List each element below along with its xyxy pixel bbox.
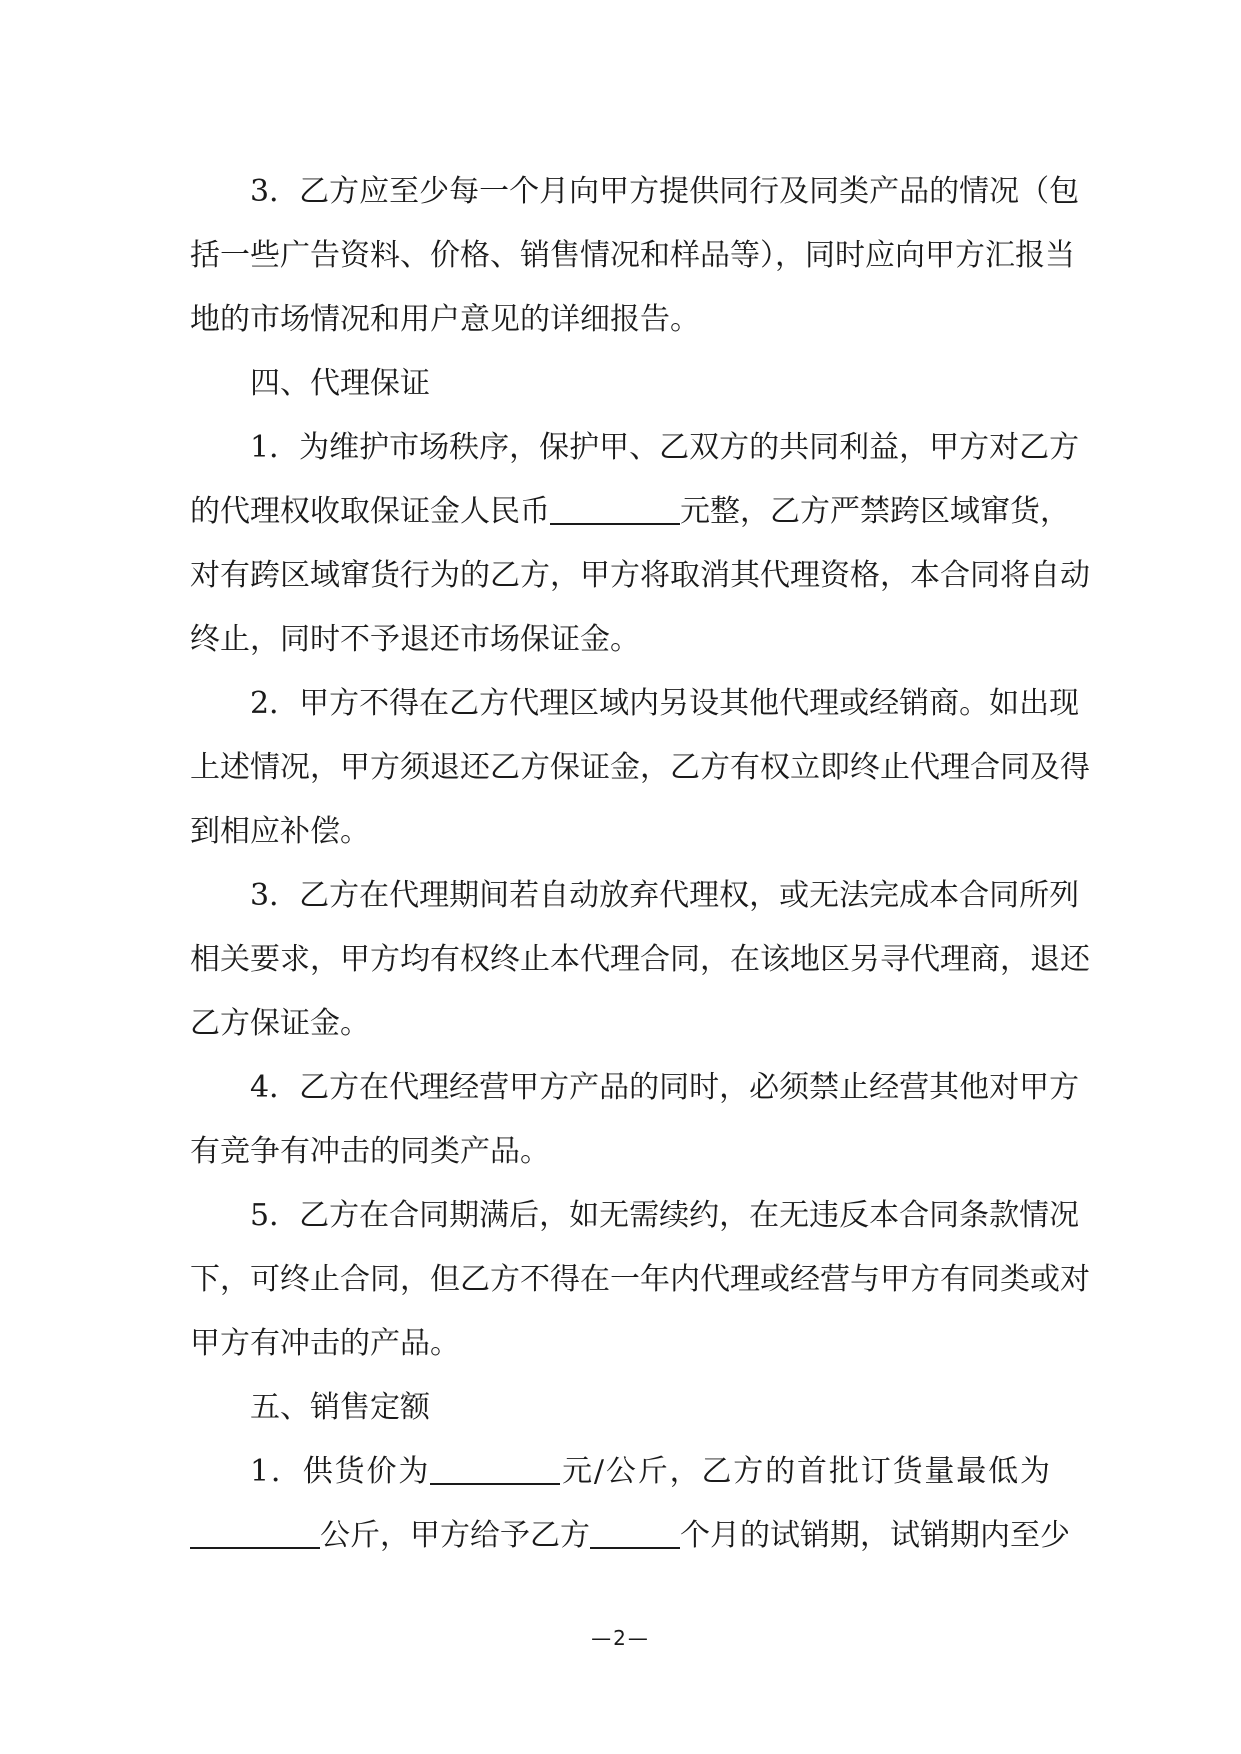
text-line [190,1440,1050,1504]
text-line: 3．乙方应至少每一个月向甲方提供同行及同类产品的情况（包 [250,174,1080,209]
document-body [190,160,1090,1568]
text-line: 2．甲方不得在乙方代理区域内另设其他代理或经销商。如出现 [250,686,1080,721]
text-line: 有竞争有冲击的同类产品。 [190,1134,550,1169]
text-segment: 个月的试销期，试销期内至少 [680,1518,1070,1553]
fill-in-blank[interactable] [430,1453,560,1485]
text-line: 4．乙方在代理经营甲方产品的同时，必须禁止经营其他对甲方 [250,1070,1080,1105]
text-segment: 1．供货价为 [250,1454,431,1489]
text-line: 1．为维护市场秩序，保护甲、乙双方的共同利益，甲方对乙方 [250,430,1080,465]
text-segment: 元整，乙方严禁跨区域窜货， [680,494,1070,529]
section-heading-sales-quota: 五、销售定额 [250,1390,430,1425]
fill-in-blank[interactable] [190,1517,320,1549]
text-line: 3．乙方在代理期间若自动放弃代理权，或无法完成本合同所列 [250,878,1080,913]
text-line: 括一些广告资料、价格、销售情况和样品等），同时应向甲方汇报当 [190,238,1075,273]
paragraph-guarantee-deposit [190,416,1090,672]
paragraph-non-compete [190,1056,1080,1184]
text-line: 5．乙方在合同期满后，如无需续约，在无违反本合同条款情况 [250,1198,1080,1233]
text-line: 地的市场情况和用户意见的详细报告。 [190,302,700,337]
text-line: 到相应补偿。 [190,814,370,849]
paragraph-exclusive-territory [190,672,1090,864]
text-line: 终止，同时不予退还市场保证金。 [190,622,640,657]
text-segment: 公斤，甲方给予乙方 [320,1518,590,1553]
text-line: 相关要求，甲方均有权终止本代理合同，在该地区另寻代理商，退还 [190,942,1090,977]
text-line [190,1504,1070,1568]
text-line [190,480,1070,544]
paragraph-clause-3-report [190,160,1080,352]
paragraph-expiry [190,1184,1090,1376]
text-line: 对有跨区域窜货行为的乙方，甲方将取消其代理资格，本合同将自动 [190,558,1090,593]
fill-in-blank[interactable] [550,493,680,525]
text-segment: 的代理权收取保证金人民币 [190,494,550,529]
section-heading-agency-guarantee: 四、代理保证 [250,366,430,401]
text-line: 上述情况，甲方须退还乙方保证金，乙方有权立即终止代理合同及得 [190,750,1090,785]
fill-in-blank[interactable] [590,1517,680,1549]
text-line: 乙方保证金。 [190,1006,370,1041]
paragraph-termination [190,864,1090,1056]
text-line: 甲方有冲击的产品。 [190,1326,460,1361]
page-number: —2— [591,1626,650,1650]
text-segment: 元/公斤，乙方的首批订货量最低为 [560,1454,1050,1489]
text-line: 下，可终止合同，但乙方不得在一年内代理或经营与甲方有同类或对 [190,1262,1090,1297]
paragraph-supply-price [190,1440,1070,1568]
